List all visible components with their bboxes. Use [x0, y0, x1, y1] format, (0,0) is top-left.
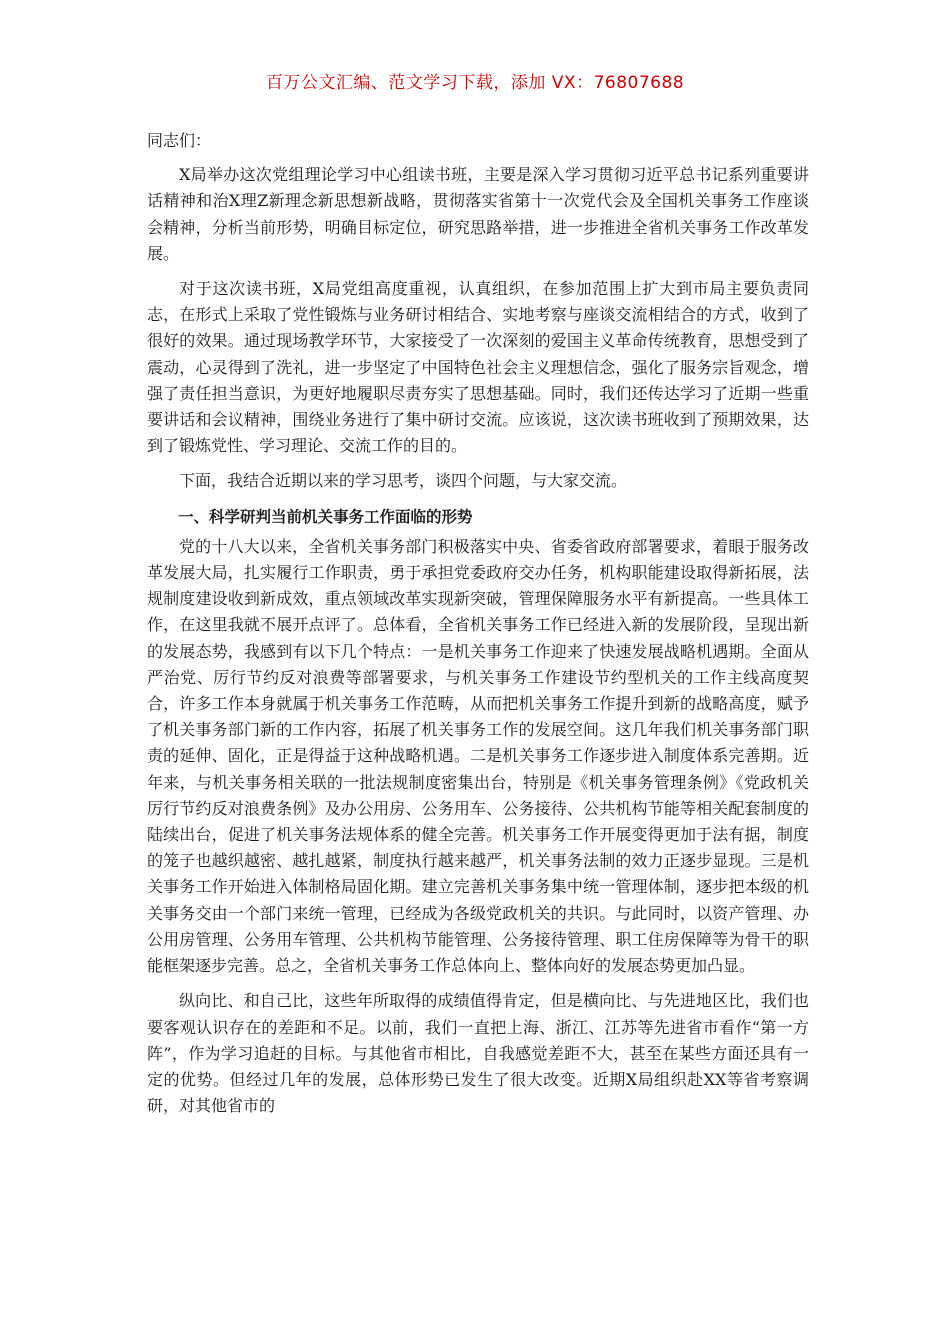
- section-paragraph: 纵向比、和自己比，这些年所取得的成绩值得肯定，但是横向比、与先进地区比，我们也要客观认识存在的差距和不足。以前，我们一直把上海、浙江、江苏等先进省市看作“第一方阵”，作为学习追赶的目标。与其他省市相比，自我感觉差距不大，甚至在某些方面还具有一定的优势。但经过几年的发展，总体形势已发生了很大改变。近期X局组织赴XX等省考察调研，对其他省市的: [147, 991, 809, 1116]
- salutation: 同志们：: [147, 131, 212, 150]
- section-paragraph: 党的十八大以来，全省机关事务部门积极落实中央、省委省政府部署要求，着眼于服务改革发展大局，扎实履行工作职责，勇于承担党委政府交办任务，机构职能建设取得新拓展，法规制度建设收到新成效，重点领域改革实现新突破，管理保障服务水平有新提高。一些具体工作，在这里我就不展开点评了。总体看，全省机关事务工作已经进入新的发展阶段，呈现出新的发展态势，我感到有以下几个特点：一是机关事务工作迎来了快速发展战略机遇期。全面从严治党、厉行节约反对浪费等部署要求，与机关事务工作建设节约型机关的工作主线高度契合，许多工作本身就属于机关事务工作范畴，从而把机关事务工作提升到新的战略高度，赋予了机关事务部门新的工作内容，拓展了机关事务工作的发展空间。这几年我们机关事务部门职责的延伸、固化，正是得益于这种战略机遇。二是机关事务工作逐步进入制度体系完善期。近年来，与机关事务相关联的一批法规制度密集出台，特别是《机关事务管理条例》《党政机关厉行节约反对浪费条例》及办公用房、公务用车、公务接待、公共机构节能等相关配套制度的陆续出台，促进了机关事务法规体系的健全完善。机关事务工作开展变得更加于法有据，制度的笼子也越织越密、越扎越紧，制度执行越来越严，机关事务法制的效力正逐步显现。三是机关事务工作开始进入体制格局固化期。建立完善机关事务集中统一管理体制，逐步把本级的机关事务交由一个部门来统一管理，已经成为各级党政机关的共识。与此同时，以资产管理、办公用房管理、公务用车管理、公共机构节能管理、公务接待管理、职工住房保障等为骨干的职能框架逐步完善。总之，全省机关事务工作总体向上、整体向好的发展态势更加凸显。: [147, 536, 809, 976]
- document-body: [147, 128, 809, 1128]
- section-heading: 一、科学研判当前机关事务工作面临的形势: [178, 507, 473, 526]
- promo-banner: 百万公文汇编、范文学习下载，添加 VX：76807688: [265, 73, 685, 93]
- intro-paragraph: X局举办这次党组理论学习中心组读书班，主要是深入学习贯彻习近平总书记系列重要讲话精神和治X理Z新理念新思想新战略，贯彻落实省第十一次党代会及全国机关事务工作座谈会精神，分析当前形势，明确目标定位，研究思路举措，进一步推进全省机关事务工作改革发展。: [147, 165, 809, 263]
- transition-paragraph: 下面，我结合近期以来的学习思考，谈四个问题，与大家交流。: [179, 471, 628, 491]
- body-paragraph: 对于这次读书班，X局党组高度重视，认真组织，在参加范围上扩大到市局主要负责同志，在形式上采取了党性锻炼与业务研讨相结合、实地考察与座谈交流相结合的方式，收到了很好的效果。通过现场教学环节，大家接受了一次深刻的爱国主义革命传统教育，思想受到了震动，心灵得到了洗礼，进一步坚定了中国特色社会主义理想信念，强化了服务宗旨观念，增强了责任担当意识，为更好地履职尽责夯实了思想基础。同时，我们还传达学习了近期一些重要讲话和会议精神，围绕业务进行了集中研讨交流。应该说，这次读书班收到了预期效果，达到了锻炼党性、学习理论、交流工作的目的。: [147, 279, 809, 456]
